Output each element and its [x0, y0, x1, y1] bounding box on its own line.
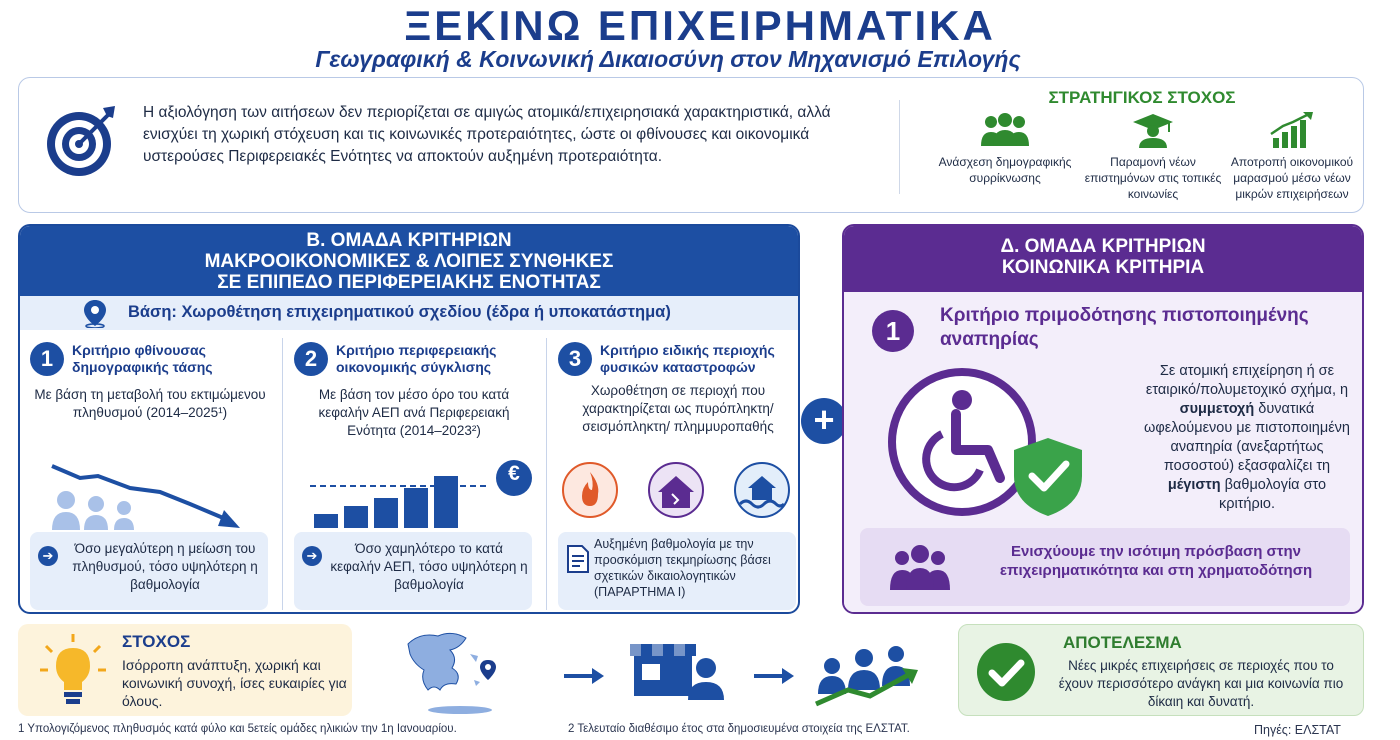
population-decline-icon	[40, 458, 250, 530]
criterion-note	[294, 532, 532, 610]
location-pin-icon	[82, 298, 108, 333]
divider	[546, 338, 547, 610]
goal-box-title: ΣΤΟΧΟΣ	[122, 632, 191, 651]
criterion-card	[20, 330, 278, 614]
goal-label: Αποτροπή οικονομικού μαρασμού μέσω νέων μικρών επιχειρήσεων	[1230, 155, 1354, 201]
wheelchair-accessibility-icon	[884, 366, 1104, 516]
criterion-note-text: Όσο χαμηλότερο το κατά κεφαλήν ΑΕΠ, τόσο υψηλότερη η βαθμολογία	[330, 541, 528, 592]
community-growth-icon	[816, 646, 918, 704]
footnote-2: 2 Τελευταίο διαθέσιμο έτος στα δημοσιευμένα στοιχεία της ΕΛΣΤΑΤ.	[568, 723, 910, 735]
check-circle-icon	[975, 641, 1037, 703]
text-emphasis: συμμετοχή	[1179, 401, 1255, 417]
people-group-icon	[888, 542, 952, 592]
criterion-title: Κριτήριο πριμοδότησης πιστοποιημένης αναπηρίας	[940, 305, 1309, 350]
basis-bar	[20, 296, 798, 330]
goal-box-text: Ισόρροπη ανάπτυξη, χωρική και κοινωνική συνοχή, ίσες ευκαιρίες για όλους.	[122, 657, 347, 709]
goal-item	[1217, 112, 1367, 202]
group-b-heading-line: ΜΑΚΡΟΟΙΚΟΝΟΜΙΚΕΣ & ΛΟΙΠΕΣ ΣΥΝΘΗΚΕΣ	[204, 251, 614, 272]
page-title: ΞΕΚΙΝΩ ΕΠΙΧΕΙΡΗΜΑΤΙΚΑ	[404, 2, 996, 49]
goal-label: Παραμονή νέων επιστημόνων στις τοπικές κοινωνίες	[1084, 155, 1222, 201]
footnote-1: 1 Υπολογιζόμενος πληθυσμός κατά φύλο και 5ετείς ομάδες ηλικιών την 1η Ιανουαρίου.	[18, 723, 457, 735]
group-d-heading-line: ΚΟΙΝΩΝΙΚΑ ΚΡΙΤΗΡΙΑ	[1001, 257, 1205, 278]
criterion-card	[284, 330, 542, 614]
shop-owner-icon	[630, 644, 724, 700]
arrow-right-icon	[564, 668, 604, 684]
intro-box	[18, 77, 1364, 213]
text-segment: Σε ατομική επιχείρηση ή σε εταιρικό/πολυμετοχικό σχήμα, η	[1145, 363, 1349, 398]
criterion-note	[558, 532, 796, 610]
divider	[899, 100, 900, 194]
people-group-icon	[977, 112, 1033, 148]
target-icon	[43, 102, 121, 185]
goal-item	[935, 112, 1075, 186]
group-d-body	[844, 292, 1362, 614]
basis-text: Βάση: Χωροθέτηση επιχειρηματικού σχεδίου (έδρα ή υποκατάστημα)	[128, 303, 671, 321]
arrow-right-icon	[754, 668, 794, 684]
intro-text: Η αξιολόγηση των αιτήσεων δεν περιορίζεται σε αμιγώς ατομικά/επιχειρησιακά χαρακτηριστικά, αλλά ενισχύει τη χωρική στόχευση και τις κοινωνικές προτεραιότητες, ώστε οι φθίνουσες και οικονομικά υστερούσες Περιφερειακές Ενότητες να αποκτούν αυξημένη προτεραιότητα.	[143, 104, 831, 165]
source-note: Πηγές: ΕΛΣΤΑΤ	[1254, 723, 1341, 737]
group-b-heading	[20, 226, 798, 296]
goal-label: Ανάσχεση δημογραφικής συρρίκνωσης	[938, 155, 1072, 185]
criterion-title: Κριτήριο φθίνουσας δημογραφικής τάσης	[72, 342, 213, 375]
equal-access-note	[860, 528, 1350, 606]
criterion-title: Κριτήριο περιφερειακής οικονομικής σύγκλισης	[336, 342, 497, 375]
group-d-panel	[842, 224, 1364, 614]
criterion-note	[30, 532, 268, 610]
equal-access-text: Ενισχύουμε την ισότιμη πρόσβαση στην επιχειρηματικότητα και στη χρηματοδότηση	[999, 543, 1313, 579]
criterion-card	[548, 330, 800, 614]
criterion-text	[1140, 362, 1354, 514]
goal-item	[1083, 112, 1223, 202]
disaster-icons	[558, 460, 798, 522]
criterion-desc: Χωροθέτηση σε περιοχή που χαρακτηρίζεται ως πυρόπληκτη/σεισμόπληκτη/ πλημμυροπαθής	[582, 383, 774, 434]
process-flow-illustration	[390, 624, 940, 718]
result-box	[958, 624, 1364, 716]
criterion-title: Κριτήριο ειδικής περιοχής φυσικών καταστροφών	[600, 342, 775, 375]
criterion-note-text: Αυξημένη βαθμολογία με την προσκόμιση τεκμηρίωσης βάσει σχετικών δικαιολογητικών (ΠΑΡΑΡΤΗΜΑ Ι)	[594, 537, 771, 599]
group-b-heading-line: Β. ΟΜΑΔΑ ΚΡΙΤΗΡΙΩΝ	[306, 230, 512, 251]
text-emphasis: μέγιστη	[1167, 477, 1221, 493]
criterion-number: 1	[30, 342, 64, 376]
document-icon	[566, 544, 590, 574]
plus-icon: +	[801, 398, 847, 444]
text-segment: δυνατικά ωφελούμενου με πιστοποιημένη αναπηρία (ανεξαρτήτως ποσοστού) εξασφαλίζει τη	[1144, 401, 1350, 474]
result-title: ΑΠΟΤΕΛΕΣΜΑ	[1063, 633, 1182, 652]
graduate-icon	[1131, 112, 1175, 148]
goal-box	[18, 624, 352, 716]
greece-map-icon	[408, 633, 496, 714]
divider	[282, 338, 283, 610]
group-b-panel	[18, 224, 800, 614]
page-subtitle: Γεωγραφική & Κοινωνική Δικαιοσύνη στον Μηχανισμό Επιλογής	[315, 46, 1021, 72]
criterion-number: 1	[872, 310, 914, 352]
criterion-desc: Με βάση τον μέσο όρο του κατά κεφαλήν ΑΕΠ ανά Περιφερειακή Ενότητα (2014–2023²)	[318, 387, 510, 438]
criterion-number: 3	[558, 342, 592, 376]
strategic-goal-title: ΣΤΡΑΤΗΓΙΚΟΣ ΣΤΟΧΟΣ	[1048, 88, 1236, 107]
result-text: Νέες μικρές επιχειρήσεις σε περιοχές που το έχουν περισσότερο ανάγκη και μια κοινωνία πιο δίκαιη και δυνατή.	[1058, 658, 1344, 709]
arrow-right-icon: ➔	[302, 546, 322, 566]
growth-chart-icon	[1267, 112, 1317, 148]
criterion-note-text: Όσο μεγαλύτερη η μείωση του πληθυσμού, τόσο υψηλότερη η βαθμολογία	[72, 541, 258, 592]
text-segment: βαθμολογία στο κριτήριο.	[1218, 477, 1327, 512]
criterion-desc: Με βάση τη μεταβολή του εκτιμώμενου πληθυσμού (2014–2025¹)	[34, 387, 266, 420]
group-d-heading	[844, 226, 1362, 292]
group-b-heading-line: ΣΕ ΕΠΙΠΕΔΟ ΠΕΡΙΦΕΡΕΙΑΚΗΣ ΕΝΟΤΗΤΑΣ	[217, 272, 601, 293]
lightbulb-icon	[38, 632, 108, 708]
arrow-right-icon: ➔	[38, 546, 58, 566]
criterion-number: 2	[294, 342, 328, 376]
euro-icon: €	[508, 462, 520, 485]
group-d-heading-line: Δ. ΟΜΑΔΑ ΚΡΙΤΗΡΙΩΝ	[1000, 236, 1206, 257]
